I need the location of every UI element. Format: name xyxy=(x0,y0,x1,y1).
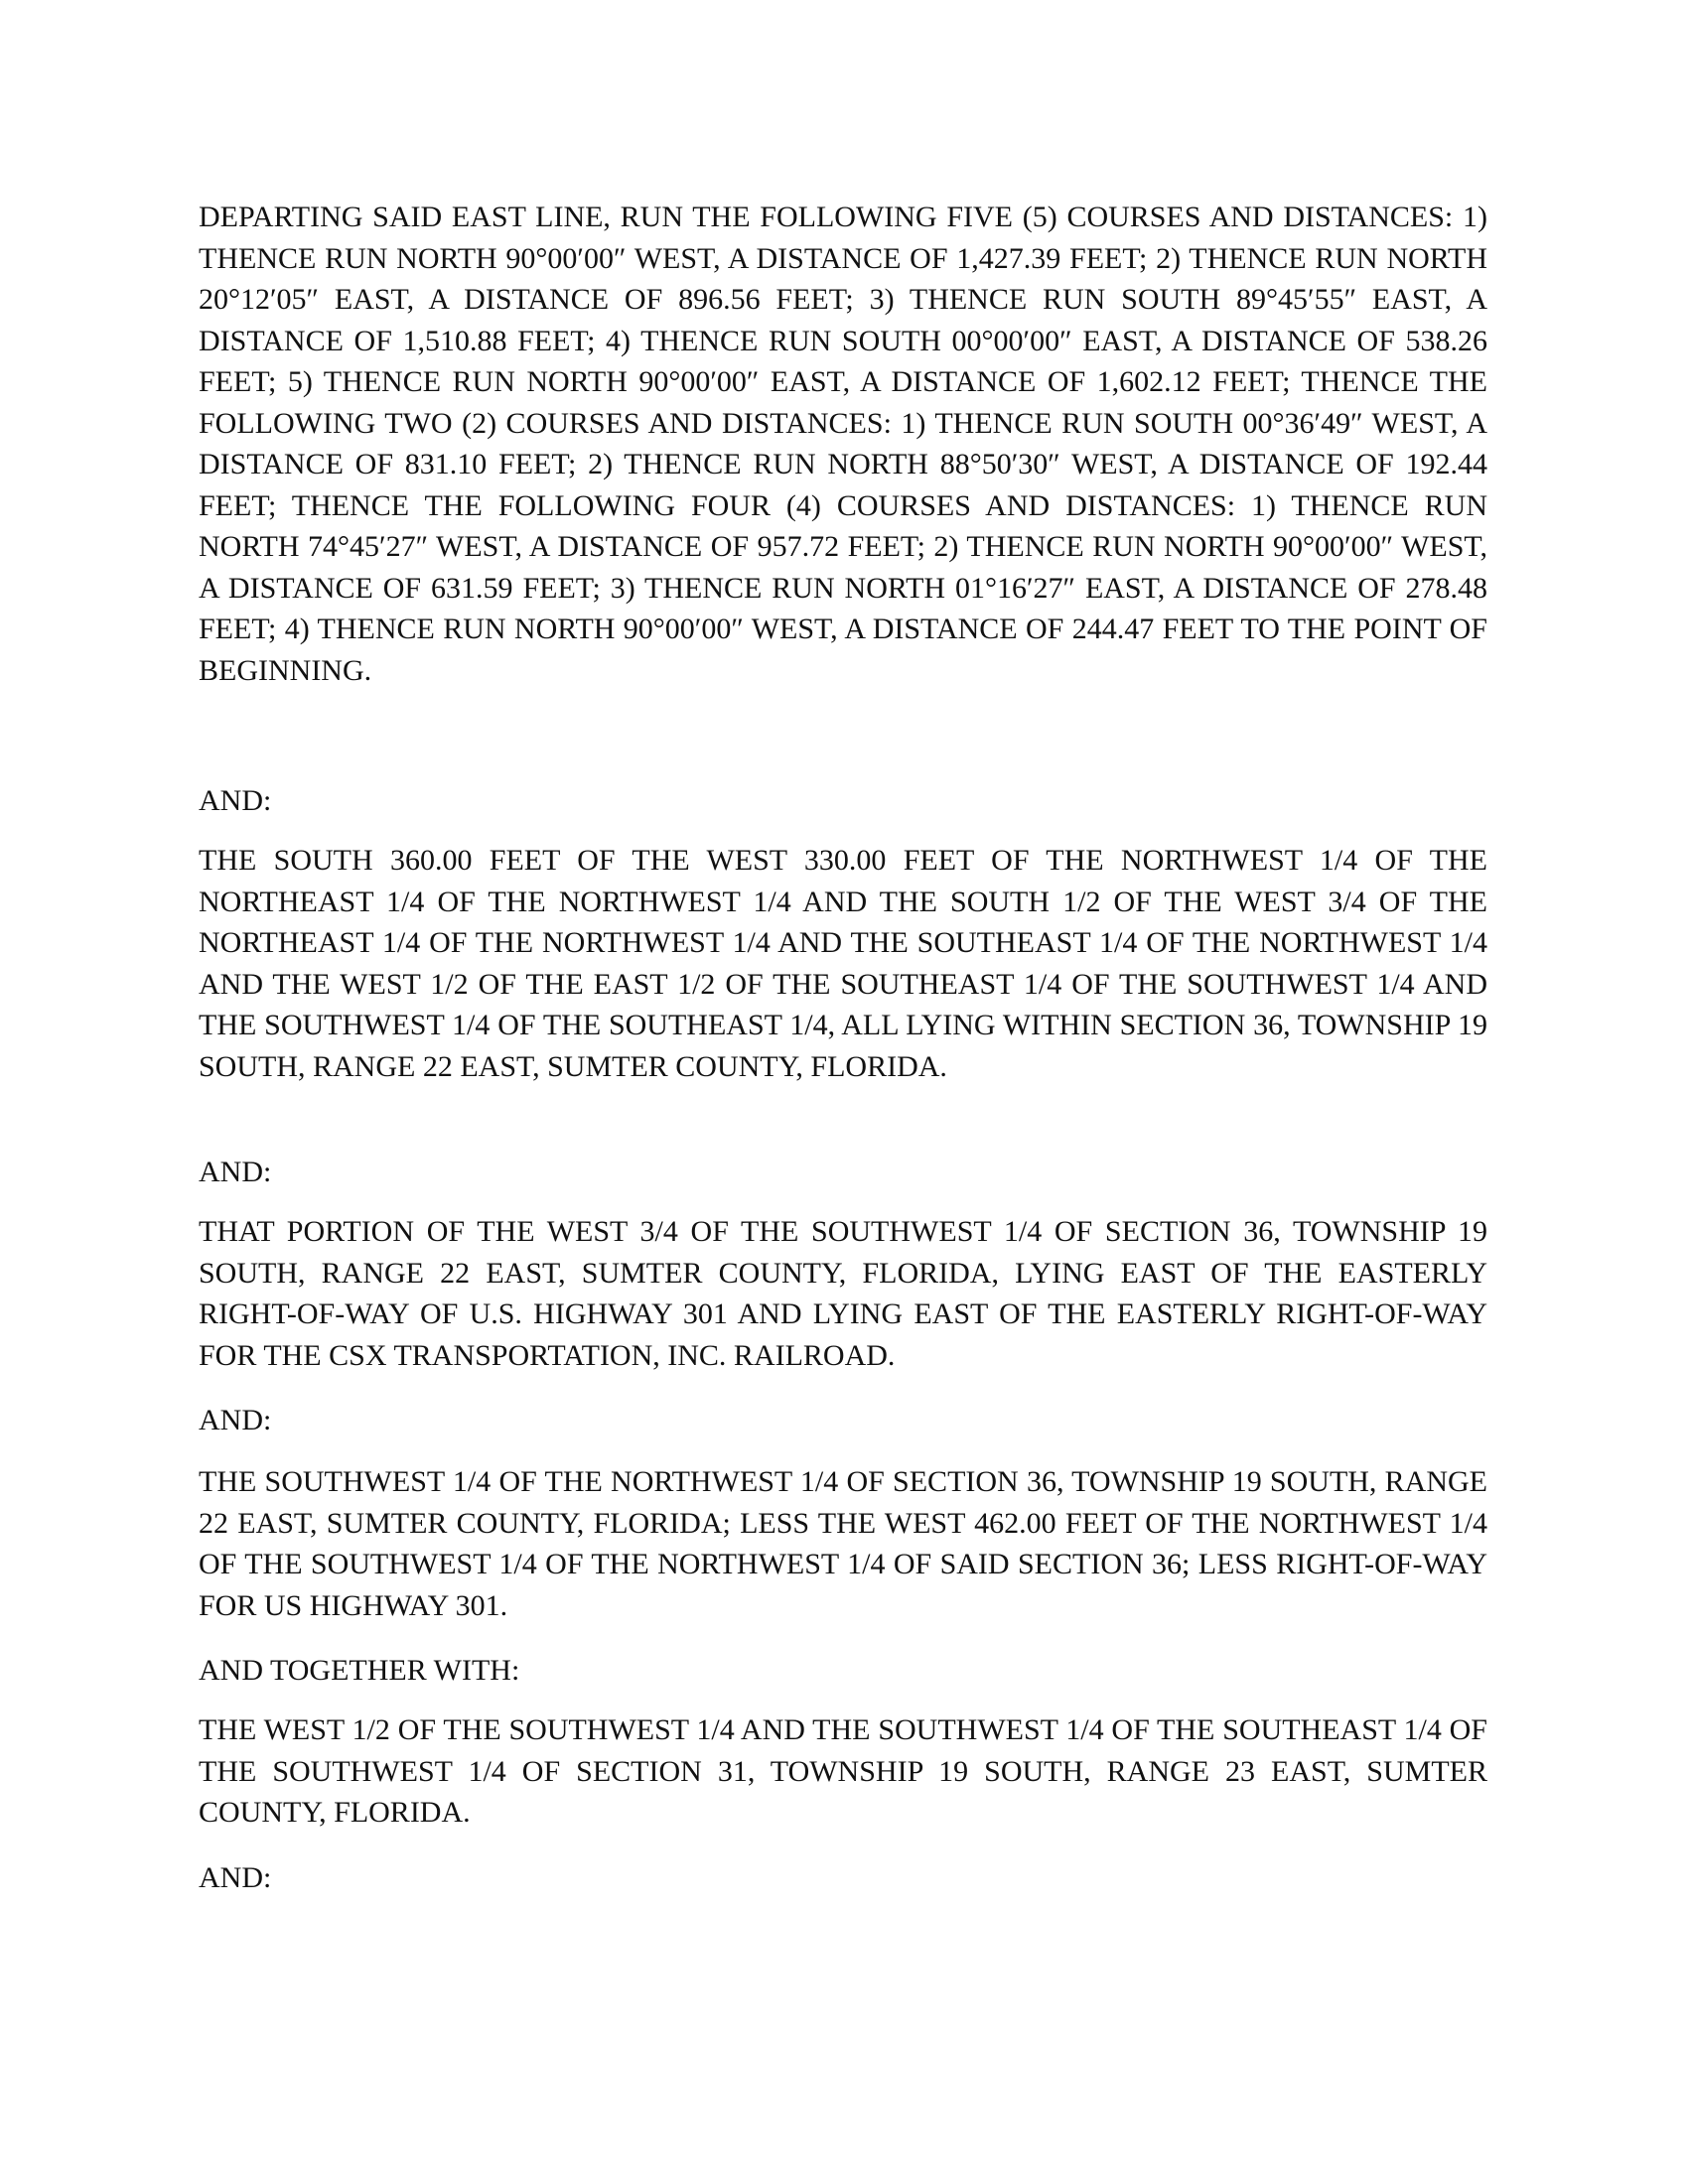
legal-description-paragraph-1: DEPARTING SAID EAST LINE, RUN THE FOLLOWING FIVE (5) COURSES AND DISTANCES: 1) THENCE RUN NORTH 90°00′00″ WEST, A DISTANCE OF 1,427.39 FEET; 2) THENCE RUN NORTH 20°12′05″ EAST, A DISTANCE OF 896.56 FEET; 3) THENCE RUN SOUTH 89°45′55″ EAST, A DISTANCE OF 1,510.88 FEET; 4) THENCE RUN SOUTH 00°00′00″ EAST, A DISTANCE OF 538.26 FEET; 5) THENCE RUN NORTH 90°00′00″ EAST, A DISTANCE OF 1,602.12 FEET; THENCE THE FOLLOWING TWO (2) COURSES AND DISTANCES: 1) THENCE RUN SOUTH 00°36′49″ WEST, A DISTANCE OF 831.10 FEET; 2) THENCE RUN NORTH 88°50′30″ WEST, A DISTANCE OF 192.44 FEET; THENCE THE FOLLOWING FOUR (4) COURSES AND DISTANCES: 1) THENCE RUN NORTH 74°45′27″ WEST, A DISTANCE OF 957.72 FEET; 2) THENCE RUN NORTH 90°00′00″ WEST, A DISTANCE OF 631.59 FEET; 3) THENCE RUN NORTH 01°16′27″ EAST, A DISTANCE OF 278.48 FEET; 4) THENCE RUN NORTH 90°00′00″ WEST, A DISTANCE OF 244.47 FEET TO THE POINT OF BEGINNING. xyxy=(199,201,1487,687)
legal-description-paragraph-5: THE WEST 1/2 OF THE SOUTHWEST 1/4 AND THE SOUTHWEST 1/4 OF THE SOUTHEAST 1/4 OF THE SOUTHWEST 1/4 OF SECTION 31, TOWNSHIP 19 SOUTH, RANGE 23 EAST, SUMTER COUNTY, FLORIDA. xyxy=(199,1713,1487,1829)
legal-description-paragraph-3: THAT PORTION OF THE WEST 3/4 OF THE SOUTHWEST 1/4 OF SECTION 36, TOWNSHIP 19 SOUTH, RANGE 22 EAST, SUMTER COUNTY, FLORIDA, LYING EAST OF THE EASTERLY RIGHT-OF-WAY OF U.S. HIGHWAY 301 AND LYING EAST OF THE EASTERLY RIGHT-OF-WAY FOR THE CSX TRANSPORTATION, INC. RAILROAD. xyxy=(199,1215,1487,1372)
and-together-with-connector: AND TOGETHER WITH: xyxy=(199,1654,520,1687)
and-connector-1: AND: xyxy=(199,784,272,817)
and-connector-5: AND: xyxy=(199,1861,272,1894)
legal-description-paragraph-4: THE SOUTHWEST 1/4 OF THE NORTHWEST 1/4 OF SECTION 36, TOWNSHIP 19 SOUTH, RANGE 22 EAST, SUMTER COUNTY, FLORIDA; LESS THE WEST 462.00 FEET OF THE NORTHWEST 1/4 OF THE SOUTHWEST 1/4 OF THE NORTHWEST 1/4 OF SAID SECTION 36; LESS RIGHT-OF-WAY FOR US HIGHWAY 301. xyxy=(199,1465,1487,1622)
and-connector-2: AND: xyxy=(199,1156,272,1188)
legal-description-paragraph-2: THE SOUTH 360.00 FEET OF THE WEST 330.00 FEET OF THE NORTHWEST 1/4 OF THE NORTHEAST 1/4 OF THE NORTHWEST 1/4 AND THE SOUTH 1/2 OF THE WEST 3/4 OF THE NORTHEAST 1/4 OF THE NORTHWEST 1/4 AND THE SOUTHEAST 1/4 OF THE NORTHWEST 1/4 AND THE WEST 1/2 OF THE EAST 1/2 OF THE SOUTHEAST 1/4 OF THE SOUTHWEST 1/4 AND THE SOUTHWEST 1/4 OF THE SOUTHEAST 1/4, ALL LYING WITHIN SECTION 36, TOWNSHIP 19 SOUTH, RANGE 22 EAST, SUMTER COUNTY, FLORIDA. xyxy=(199,844,1487,1083)
and-connector-3: AND: xyxy=(199,1404,272,1436)
